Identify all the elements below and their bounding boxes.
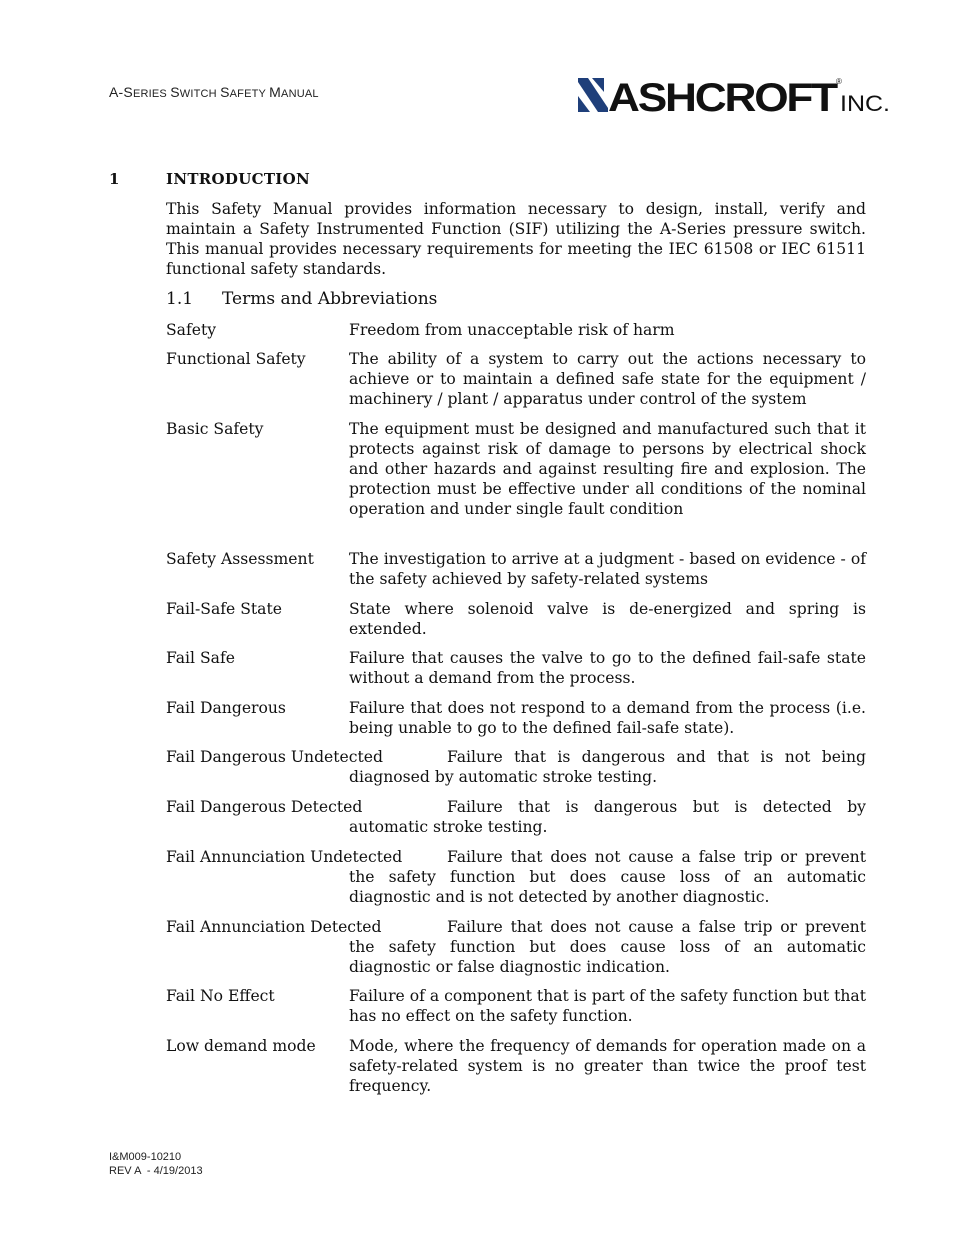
section-title: INTRODUCTION: [166, 170, 311, 188]
term-definition: Failure of a component that is part of the safety function but that has no effect on the safety function.: [349, 987, 866, 1025]
term-definition: Freedom from unacceptable risk of harm: [349, 321, 675, 339]
term-definition: Failure that is dangerous and that is not being diagnosed by automatic stroke testing.: [349, 748, 866, 786]
term-definition: Failure that does not cause a false trip or prevent the safety function but does cause loss of an automatic diagnostic or false diagnostic indication.: [349, 918, 866, 976]
term-label: Functional Safety: [166, 350, 306, 368]
term-definition: Failure that causes the valve to go to the defined fail-safe state without a demand from the process.: [349, 649, 866, 687]
term-label: Safety Assessment: [166, 550, 314, 568]
subsection-number: 1.1: [166, 289, 194, 309]
logo-registered-mark: ®: [836, 77, 842, 86]
term-definition: The ability of a system to carry out the actions necessary to achieve or to maintain a defined safe state for the equipment / machinery / plant / apparatus under control of the system: [349, 350, 866, 408]
term-label: Fail Safe: [166, 649, 235, 667]
logo-mark-icon: [578, 78, 608, 112]
logo-suffix: INC.: [840, 91, 890, 116]
term-label: Fail-Safe State: [166, 600, 282, 618]
intro-paragraph: This Safety Manual provides information necessary to design, install, verify and maintain a Safety Instrumented Function (SIF) utilizing the A-Series pressure switch. This manual provides necessary requirements for meeting the IEC 61508 or IEC 61511 functional safety standards.: [166, 200, 866, 278]
document-id: I&M009-10210: [109, 1151, 182, 1163]
term-definition: Mode, where the frequency of demands for operation made on a safety-related system is no greater than twice the proof test frequency.: [349, 1037, 866, 1095]
term-label: Basic Safety: [166, 420, 264, 438]
term-label: Fail Annunciation Detected: [166, 918, 382, 936]
term-definition: Failure that does not respond to a demand from the process (i.e. being unable to go to the defined fail-safe state).: [349, 699, 866, 737]
term-definition: Failure that does not cause a false trip or prevent the safety function but does cause loss of an automatic diagnostic and is not detected by another diagnostic.: [349, 848, 866, 906]
logo-wordmark: ASHCROFT: [608, 76, 838, 116]
term-definition: State where solenoid valve is de-energized and spring is extended.: [349, 600, 866, 638]
document-revision: REV A - 4/19/2013: [109, 1165, 203, 1177]
term-label: Fail Dangerous: [166, 699, 286, 717]
term-definition: The equipment must be designed and manufactured such that it protects against risk of damage to persons by electrical shock and other hazards and against resulting fire and explosion. The protection must be effective under all conditions of the nominal operation and under single fault condition: [349, 420, 866, 518]
term-label: Safety: [166, 321, 217, 339]
term-label: Fail No Effect: [166, 987, 275, 1005]
term-label: Low demand mode: [166, 1037, 316, 1055]
document-header-title: A-SERIES SWITCH SAFETY MANUAL: [109, 84, 319, 100]
ashcroft-logo: [578, 74, 898, 116]
subsection-title: Terms and Abbreviations: [222, 289, 438, 309]
term-label: Fail Annunciation Undetected: [166, 848, 403, 866]
document-footer: [109, 1150, 203, 1178]
term-label: Fail Dangerous Undetected: [166, 748, 383, 766]
term-label: Fail Dangerous Detected: [166, 798, 363, 816]
term-definition: Failure that is dangerous but is detected by automatic stroke testing.: [349, 798, 866, 836]
section-number: 1: [109, 170, 120, 188]
term-definition: The investigation to arrive at a judgment - based on evidence - of the safety achieved by safety-related systems: [349, 550, 866, 588]
